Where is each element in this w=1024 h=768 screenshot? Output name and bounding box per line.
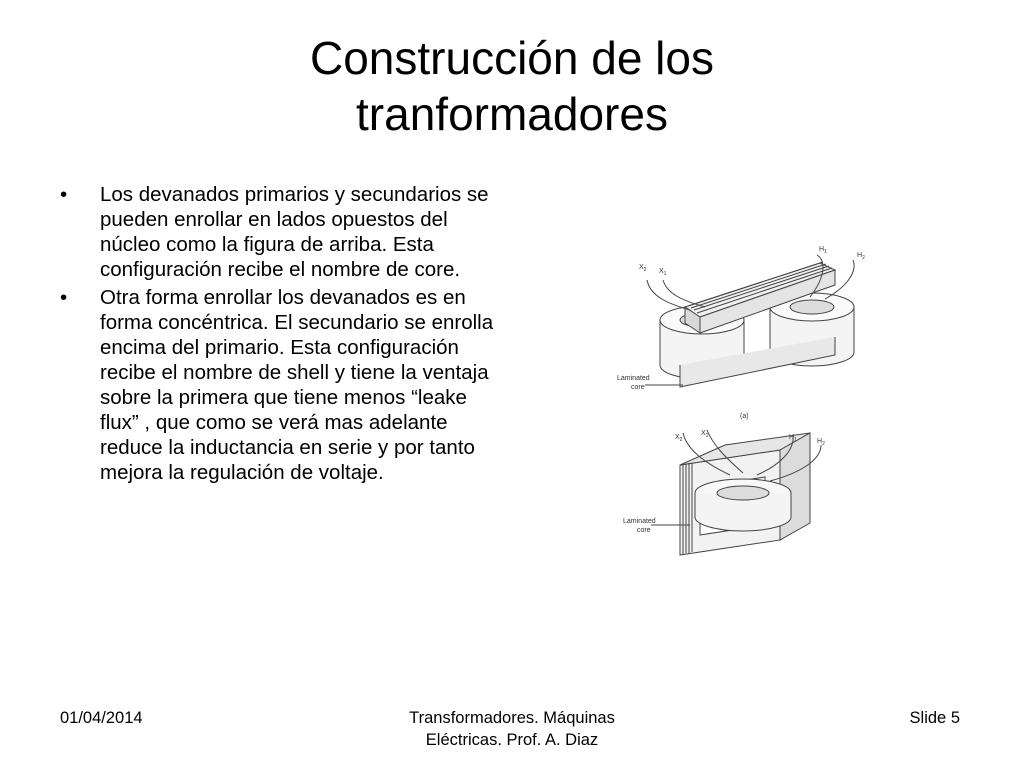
core-label-top: core (631, 384, 645, 391)
bullet-item (60, 285, 505, 485)
label-x1-top: $X_1$ (659, 268, 667, 277)
figure-caption-a: (a) (740, 413, 749, 420)
bullet-item (60, 182, 505, 282)
slide-title (100, 30, 924, 142)
transformer-figure (595, 225, 885, 560)
bullet-text: Los devanados primarios y secundarios se pueden enrollar en lados opuestos del núcleo como la figura de arriba. Esta configuración recibe el nombre de core. (100, 183, 489, 281)
slide-title-line-1: Construcción de los (310, 32, 714, 84)
transformer-diagram (595, 225, 885, 560)
footer-title (362, 707, 662, 751)
label-h2-bottom: $H_2$ (817, 438, 825, 447)
slide-title-line-2: tranformadores (356, 88, 668, 140)
label-x1-bottom: $X_1$ (701, 430, 709, 439)
footer-title-line-1: Transformadores. Máquinas (409, 709, 615, 727)
core-type-transformer (645, 255, 854, 387)
label-x2-top: $X_2$ (639, 264, 647, 273)
bullet-text: Otra forma enrollar los devanados es en forma concéntrica. El secundario se enrolla encima del primario. Esta configuración recibe el nombre de shell y tiene la ventaja sobre la primera que tiene menos “leake flux” , que como se verá mas adelante reduce la inductancia en serie y por tanto mejora la regulación de voltaje. (100, 286, 494, 484)
laminated-core-label-top: Laminated (617, 375, 650, 382)
label-h1-bottom: $H_1$ (789, 434, 797, 443)
slide-number: Slide 5 (909, 709, 960, 727)
footer-date: 01/04/2014 (60, 709, 143, 727)
core-label-bottom: core (637, 527, 651, 534)
label-x2-bottom: $X_2$ (675, 434, 683, 443)
bullet-marker: • (60, 286, 68, 309)
shell-type-transformer (651, 430, 821, 555)
bullet-list (60, 182, 505, 488)
bullet-marker: • (60, 183, 68, 206)
footer-title-line-2: Eléctricas. Prof. A. Diaz (425, 731, 599, 749)
label-h2-top: $H_2$ (857, 252, 865, 261)
label-h1-top: $H_1$ (819, 246, 827, 255)
laminated-core-label-bottom: Laminated (623, 518, 656, 525)
